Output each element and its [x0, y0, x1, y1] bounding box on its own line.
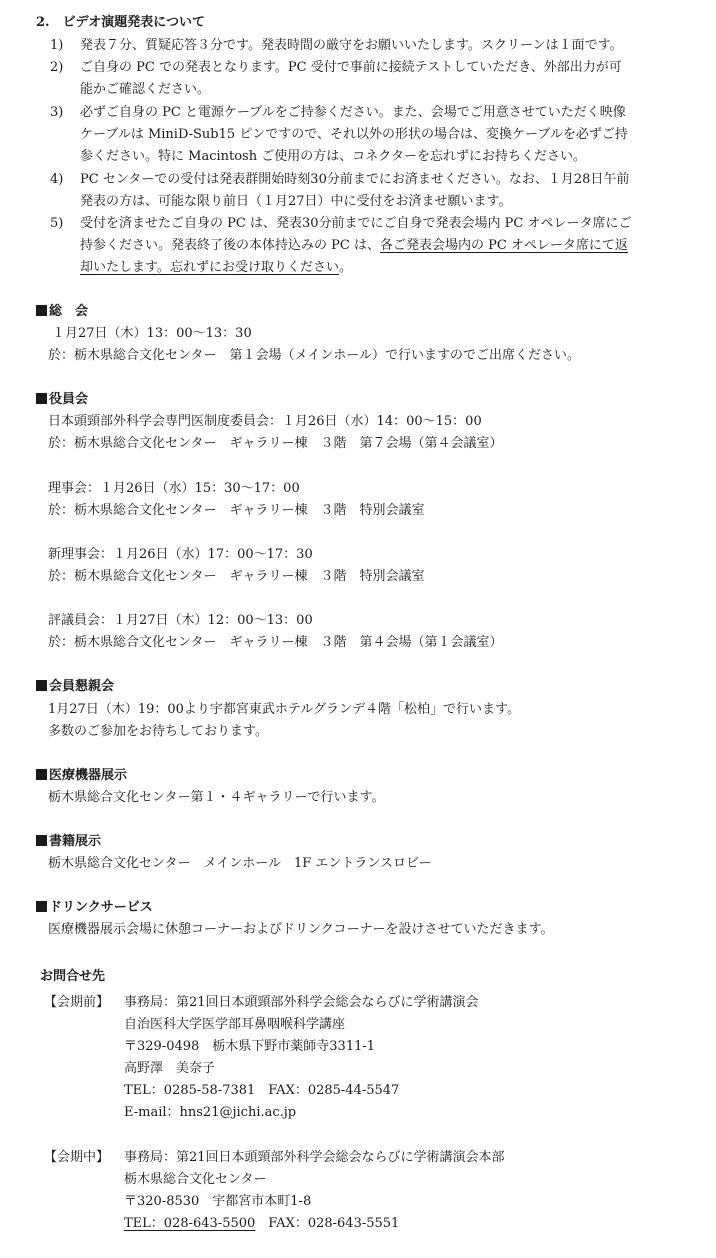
yakuin-rijikai-time: 理事会：１月26日（水）15：30～17：00: [48, 481, 300, 496]
item-text: 参ください。特に Macintosh ご使用の方は、コネクターを忘れずにお持ちください。: [80, 149, 586, 164]
shoseki-text: 栃木県総合文化センター メインホール 1F エントランスロビー: [48, 856, 432, 871]
yakuin-committee-venue: 於：栃木県総合文化センター ギャラリー棟 ３階 第７会場（第４会議室）: [48, 436, 503, 451]
yakuin-hyogiinkai-venue: 於：栃木県総合文化センター ギャラリー棟 ３階 第４会場（第１会議室）: [48, 635, 503, 650]
item-text: PC センターでの受付は発表群開始時刻30分前までにお済ませください。なお、１月28日午前: [80, 172, 630, 187]
contact-line: 事務局：第21回日本頭頸部外科学会総会ならびに学術講演会: [124, 995, 479, 1010]
contact-phone-fax: TEL：0285-58-7381 FAX：0285-44-5547: [124, 1083, 400, 1098]
contact-fax: FAX：028-643-5551: [255, 1216, 400, 1231]
section-heading-sokai: 総 会: [36, 301, 88, 323]
square-bullet-icon: [36, 769, 47, 780]
sokai-venue: 於：栃木県総合文化センター 第１会場（メインホール）で行いますのでご出席ください。: [48, 348, 580, 363]
drink-text: 医療機器展示会場に休憩コーナーおよびドリンクコーナーを設けさせていただきます。: [48, 922, 554, 937]
item-text: 持参ください。発表終了後の本体持込みの PC は、: [80, 238, 380, 253]
yakuin-rijikai-venue: 於：栃木県総合文化センター ギャラリー棟 ３階 特別会議室: [48, 503, 425, 518]
iryo-text: 栃木県総合文化センター第１・４ギャラリーで行います。: [48, 790, 385, 805]
yakuin-shinrijikai-venue: 於：栃木県総合文化センター ギャラリー棟 ３階 特別会議室: [48, 569, 425, 584]
contact-line: 〒320-8530 宇都宮市本町1-8: [124, 1194, 312, 1209]
contact-email: E-mail：hns21@jichi.ac.jp: [124, 1105, 297, 1120]
underlined-notice: 却いたします。忘れずにお受け取りください: [80, 260, 339, 275]
square-bullet-icon: [36, 680, 47, 691]
item-text: 。: [338, 260, 352, 275]
contact-line: 〒329-0498 栃木県下野市薬師寺3311-1: [124, 1039, 376, 1054]
video-section-heading: 2. ビデオ演題発表について: [36, 15, 206, 30]
contact-line: 栃木県総合文化センター: [124, 1172, 267, 1187]
item-text: ご自身の PC での発表となります。PC 受付で事前に接続テストしていただき、外部出力が可: [80, 60, 622, 75]
sokai-datetime: １月27日（木）13：00～13：30: [52, 326, 252, 341]
item-number: 5): [50, 216, 64, 231]
item-text-line3: [80, 257, 352, 279]
contact-line: 自治医科大学医学部耳鼻咽喉科学講座: [124, 1017, 346, 1032]
item-number: 4): [50, 172, 64, 187]
konshinkai-text: 1月27日（木）19：00より宇都宮東武ホテルグランデ４階「松柏」で行います。: [48, 702, 520, 717]
contact-before-label: 【会期前】: [44, 995, 110, 1010]
section-heading-drink: ドリンクサービス: [36, 897, 153, 919]
square-bullet-icon: [36, 901, 47, 912]
item-text: 発表の方は、可能な限り前日（１月27日）中に受付をお済ませ願います。: [80, 194, 512, 209]
item-text: 発表７分、質疑応答３分です。発表時間の厳守をお願いいたします。スクリーンは１面です。: [80, 38, 623, 53]
item-number: 2): [50, 60, 64, 75]
section-heading-yakuin: 役員会: [36, 389, 88, 411]
item-text: ケーブルは MiniD-Sub15 ピンですので、それ以外の形状の場合は、変換ケーブルを必ずご持: [80, 127, 628, 142]
contact-phone-fax: [124, 1213, 399, 1235]
yakuin-shinrijikai-time: 新理事会：１月26日（水）17：00～17：30: [48, 547, 313, 562]
square-bullet-icon: [36, 305, 47, 316]
section-heading-konshinkai: 会員懇親会: [36, 676, 114, 698]
section-heading-iryo: 医療機器展示: [36, 765, 127, 787]
contact-line: 事務局：第21回日本頭頸部外科学会総会ならびに学術講演会本部: [124, 1150, 505, 1165]
yakuin-committee-time: 日本頭頸部外科学会専門医制度委員会：１月26日（水）14：00～15：00: [48, 414, 482, 429]
item-text: 能かご確認ください。: [80, 82, 211, 97]
konshinkai-text: 多数のご参加をお待ちしております。: [48, 724, 268, 739]
item-text-line2: [80, 235, 628, 257]
square-bullet-icon: [36, 393, 47, 404]
item-text: 受付を済ませたご自身の PC は、発表30分前までにご自身で発表会場内 PC オペレータ席にご: [80, 216, 632, 231]
contact-during-label: 【会期中】: [44, 1150, 110, 1165]
section-heading-shoseki: 書籍展示: [36, 831, 101, 853]
contact-tel-link[interactable]: TEL：028-643-5500: [124, 1216, 256, 1231]
item-number: 1): [50, 38, 64, 53]
yakuin-hyogiinkai-time: 評議員会：１月27日（木）12：00～13：00: [48, 613, 313, 628]
underlined-notice: 各ご発表会場内の PC オペレータ席にて返: [379, 238, 628, 253]
contact-heading: お問合せ先: [40, 969, 106, 984]
square-bullet-icon: [36, 835, 47, 846]
contact-line: 高野澤 美奈子: [124, 1061, 216, 1076]
item-number: 3): [50, 105, 64, 120]
item-text: 必ずご自身の PC と電源ケーブルをご持参ください。また、会場でご用意させていただく映像: [80, 105, 626, 120]
